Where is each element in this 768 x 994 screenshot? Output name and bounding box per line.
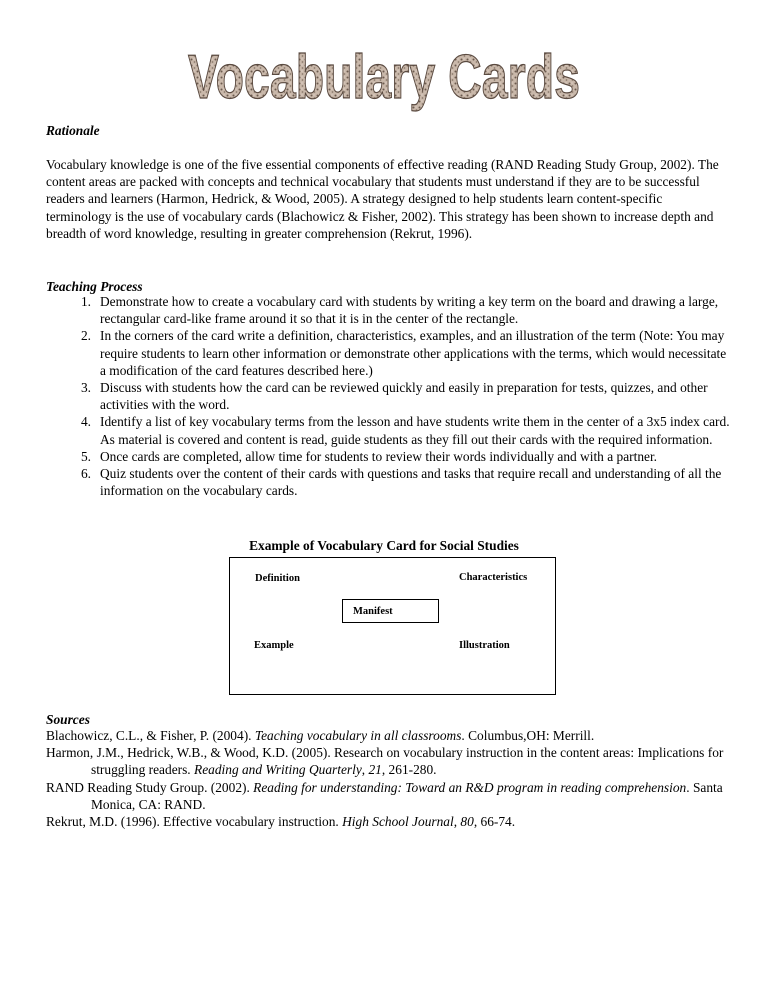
list-item	[46, 293, 736, 327]
sources-heading: Sources	[46, 712, 90, 727]
title-text: Vocabulary Cards	[188, 43, 580, 112]
ref-text: ,	[453, 814, 461, 830]
list-item	[46, 413, 736, 447]
list-item	[46, 327, 736, 379]
step-text: In the corners of the card write a definition, characteristics, examples, and an illustration of the term (Note: You may require students to learn other information or demonstrate other applications with the terms, which would necessitate a modification of the card features described here.)	[100, 328, 727, 378]
step-number: 5.	[80, 448, 91, 464]
sources-list	[46, 727, 736, 830]
reference-item	[46, 779, 736, 813]
card-definition-label: Definition	[255, 573, 300, 584]
list-item	[46, 448, 736, 465]
ref-text: . Santa Monica, CA: RAND.	[91, 779, 723, 812]
ref-volume: 80	[460, 814, 474, 830]
ref-title: Reading for understanding: Toward an R&D program in reading comprehension	[253, 779, 687, 795]
step-text: Once cards are completed, allow time for students to review their words individually and with a partner.	[100, 448, 658, 464]
step-text: Identify a list of key vocabulary terms from the lesson and have students write them in the center of a 3x5 index card. As material is covered and content is read, guide students as they fill out their cards with the required information.	[100, 414, 730, 447]
list-item	[46, 379, 736, 413]
example-card-title: Example of Vocabulary Card for Social Studies	[249, 538, 519, 553]
example-vocabulary-card	[229, 557, 556, 695]
ref-pages: , 261-280.	[381, 762, 437, 778]
step-text: Demonstrate how to create a vocabulary card with students by writing a key term on the board and drawing a large, rectangular card-like frame around it so that it is in the center of the rectangle.	[100, 294, 719, 327]
card-illustration-label: Illustration	[459, 640, 510, 651]
rationale-heading: Rationale	[46, 123, 100, 138]
step-number: 4.	[80, 414, 91, 430]
ref-text: Blachowicz, C.L., & Fisher, P. (2004).	[46, 728, 255, 743]
title-wordart	[184, 40, 584, 110]
ref-pages: , 66-74.	[473, 814, 516, 830]
teaching-steps-list	[46, 293, 736, 499]
card-characteristics-label: Characteristics	[459, 572, 528, 583]
ref-text: ,	[361, 762, 369, 778]
title-banner	[0, 40, 768, 110]
list-item	[46, 465, 736, 499]
ref-text: . Columbus,OH: Merrill.	[461, 728, 595, 743]
ref-text: Rekrut, M.D. (1996). Effective vocabulary instruction.	[46, 814, 343, 830]
step-number: 1.	[80, 294, 91, 309]
ref-title: Teaching vocabulary in all classrooms	[254, 728, 462, 743]
step-number: 3.	[80, 380, 91, 396]
card-term: Manifest	[353, 606, 393, 617]
teaching-heading: Teaching Process	[46, 279, 143, 294]
ref-volume: 21	[368, 762, 382, 778]
step-text: Discuss with students how the card can be reviewed quickly and easily in preparation for tests, quizzes, and other activities with the word.	[100, 380, 708, 413]
ref-title: Reading and Writing Quarterly	[194, 762, 362, 778]
reference-item	[46, 813, 736, 830]
ref-text: Harmon, J.M., Hedrick, W.B., & Wood, K.D. (2005). Research on vocabulary instruction in the content areas: Implications for struggling readers.	[46, 745, 724, 778]
reference-item	[46, 727, 736, 744]
step-number: 6.	[80, 466, 91, 482]
step-text: Quiz students over the content of their cards with questions and tasks that require recall and understanding of all the information on the vocabulary cards.	[100, 466, 722, 499]
step-number: 2.	[80, 328, 91, 344]
card-example-label: Example	[254, 640, 294, 651]
ref-text: RAND Reading Study Group. (2002).	[46, 779, 254, 795]
rationale-paragraph: Vocabulary knowledge is one of the five essential components of effective reading (RAND Reading Study Group, 2002). The content areas are packed with concepts and technical vocabulary that students must understand if they are to be successful readers and learners (Harmon, Hedrick, & Wood, 2005). A strategy designed to help students learn content-specific terminology is the use of vocabulary cards (Blachowicz & Fisher, 2002). This strategy has been shown to increase depth and breadth of word knowledge, resulting in greater comprehension (Rekrut, 1996).	[46, 157, 719, 241]
card-term-box	[342, 599, 439, 623]
ref-title: High School Journal	[342, 814, 454, 830]
reference-item	[46, 744, 736, 778]
